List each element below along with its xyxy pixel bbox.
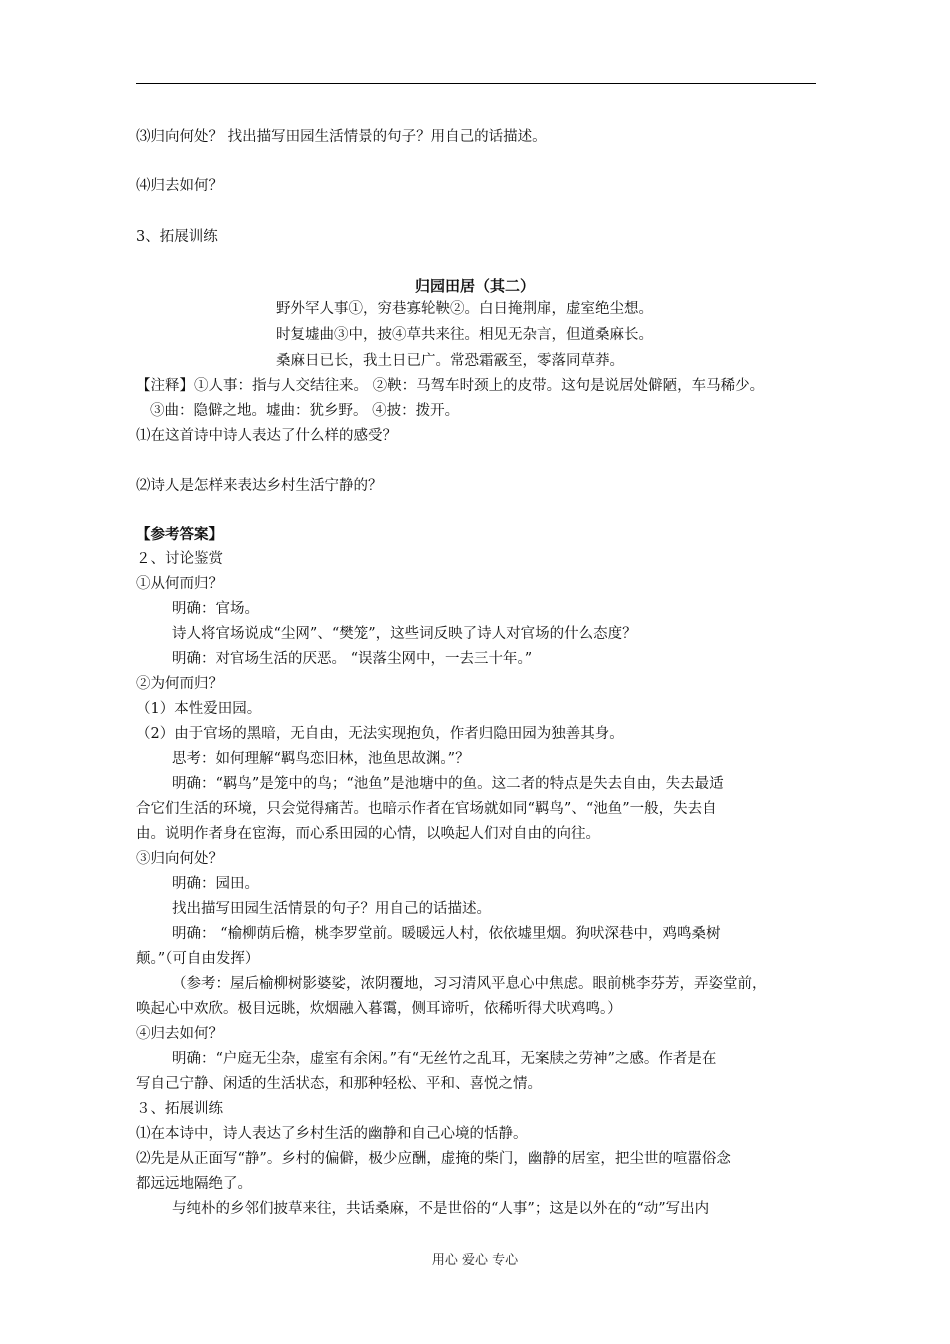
poem-line: 野外罕人事①，穷巷寡轮鞅②。白日掩荆扉，虚室绝尘想。: [276, 301, 653, 317]
question-4: ⑷归去如何？: [136, 178, 223, 194]
answer-line: 明确：园田。: [172, 876, 259, 892]
answer-line: ⑵先是从正面写“静”。乡村的偏僻，极少应酬，虚掩的柴门，幽静的居室，把尘世的喧嚣俗念: [136, 1151, 731, 1167]
question-feeling: ⑴在这首诗中诗人表达了什么样的感受？: [136, 428, 397, 444]
answer-line: 明确：“户庭无尘杂，虚室有余闲。”有“无丝竹之乱耳，无案牍之劳神”之感。作者是在: [172, 1051, 717, 1067]
answer-line: （1）本性爱田园。: [136, 701, 262, 717]
answer-line: ⑴在本诗中，诗人表达了乡村生活的幽静和自己心境的恬静。: [136, 1126, 528, 1142]
header-rule: [136, 83, 816, 84]
question-tranquility: ⑵诗人是怎样来表达乡村生活宁静的？: [136, 478, 383, 494]
notes-line: 【注释】①人事：指与人交结往来。 ②鞅：马驾车时颈上的皮带。这句是说居处僻陋，车马稀少。: [136, 378, 765, 394]
answer-line: 思考：如何理解“羁鸟恋旧林，池鱼思故渊。”？: [172, 751, 470, 767]
answer-line: 明确： “榆柳荫后檐，桃李罗堂前。暖暖远人村，依依墟里烟。狗吠深巷中，鸡鸣桑树: [172, 926, 721, 942]
notes-line: ③曲：隐僻之地。墟曲：犹乡野。 ④披：拨开。: [150, 403, 460, 419]
page-footer: 用心 爱心 专心: [431, 1253, 519, 1268]
poem-line: 桑麻日已长，我土日已广。常恐霜霰至，零落同草莽。: [276, 353, 624, 369]
answer-line: 找出描写田园生活情景的句子？用自己的话描述。: [172, 901, 491, 917]
poem-line: 时复墟曲③中，披④草共来往。相见无杂言，但道桑麻长。: [276, 327, 653, 343]
answer-line: （参考：屋后榆柳树影婆娑，浓阴覆地，习习清风平息心中焦虑。眼前桃李芬芳，弄姿堂前，: [172, 976, 767, 992]
answer-line: 明确：“羁鸟”是笼中的鸟；“池鱼”是池塘中的鱼。这二者的特点是失去自由，失去最适: [172, 776, 724, 792]
answer-line: ④归去如何？: [136, 1026, 223, 1042]
answer-line: 由。说明作者身在宦海，而心系田园的心情，以唤起人们对自由的向往。: [136, 826, 600, 842]
answer-line: ２、讨论鉴赏: [136, 551, 223, 567]
section-heading-extension: 3、拓展训练: [136, 229, 218, 245]
answer-line: 颠。”（可自由发挥）: [136, 951, 260, 967]
answer-line: 都远远地隔绝了。: [136, 1176, 252, 1192]
answers-heading: 【参考答案】: [136, 527, 223, 543]
answer-line: 明确：对官场生活的厌恶。 “误落尘网中，一去三十年。”: [172, 651, 533, 667]
answer-line: 诗人将官场说成“尘网”、“樊笼”，这些词反映了诗人对官场的什么态度？: [172, 626, 637, 642]
answer-line: ①从何而归？: [136, 576, 223, 592]
answer-line: 明确：官场。: [172, 601, 259, 617]
answer-line: 写自己宁静、闲适的生活状态，和那种轻松、平和、喜悦之情。: [136, 1076, 542, 1092]
answer-line: 与纯朴的乡邻们披草来往，共话桑麻，不是世俗的“人事”；这是以外在的“动”写出内: [172, 1201, 710, 1217]
answer-line: ②为何而归？: [136, 676, 223, 692]
answer-line: 唤起心中欢欣。极目远眺，炊烟融入暮霭，侧耳谛听，依稀听得犬吠鸡鸣。）: [136, 1001, 622, 1017]
answer-line: 合它们生活的环境，只会觉得痛苦。也暗示作者在官场就如同“羁鸟”、“池鱼”一般，失去自: [136, 801, 717, 817]
question-3: ⑶归向何处？ 找出描写田园生活情景的句子？用自己的话描述。: [136, 129, 547, 145]
answer-line: （2）由于官场的黑暗，无自由，无法实现抱负，作者归隐田园为独善其身。: [136, 726, 624, 742]
answer-line: ３、拓展训练: [136, 1101, 223, 1117]
answer-line: ③归向何处？: [136, 851, 223, 867]
poem-title: 归园田居（其二）: [414, 277, 535, 295]
